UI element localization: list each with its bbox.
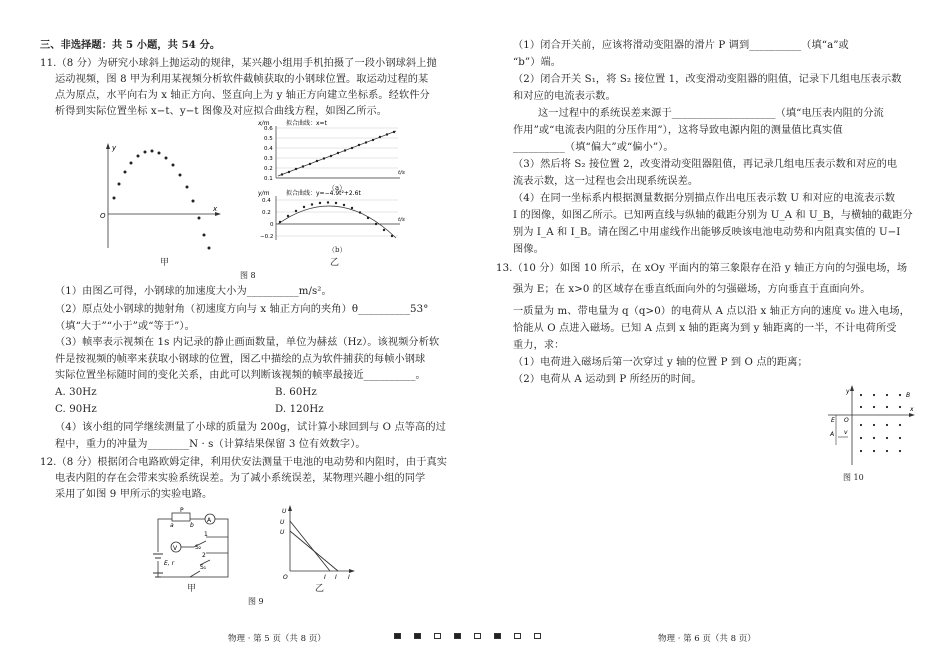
- svg-text:x/m: x/m: [258, 120, 270, 127]
- svg-text:E, r: E, r: [164, 560, 175, 567]
- svg-text:E: E: [831, 417, 835, 424]
- q11-option-b: B. 60Hz: [275, 387, 317, 398]
- q12-cont-line: I 的图像，如图乙所示。已知两直线与纵轴的截距分别为 U_A 和 U_B，与横轴的截距分: [513, 210, 913, 221]
- q11-line: 析得到实际位置坐标 x−t、y−t 图像及对应拟合曲线方程，如图乙所示。: [55, 106, 388, 117]
- svg-text:U: U: [280, 519, 285, 526]
- fig9-circuit: [150, 507, 240, 583]
- page-dot: [474, 633, 481, 639]
- q12-cont-line: 作用”或“电流表内阻的分压作用”），这将导致电源内阻的测量值比真实值: [513, 125, 843, 136]
- page-dot: [494, 633, 501, 639]
- q11-sub2b: （填“大于”“小于”或“等于”）。: [55, 321, 195, 332]
- page-dot: [394, 633, 401, 639]
- page-dot: [434, 633, 441, 639]
- fig8-trajectory: [100, 140, 230, 260]
- q13-line: 一质量为 m、带电量为 q（q>0）的电荷从 A 点以沿 x 轴正方向的速度 v₀ 进入电场，: [513, 306, 910, 317]
- q13-line: 13.（10 分）如图 10 所示，在 xOy 平面内的第三象限存在沿 y 轴正方向的匀强电场，场: [496, 263, 908, 274]
- svg-text:y: y: [112, 144, 117, 152]
- svg-text:V: V: [173, 545, 178, 552]
- fig8-yi-label: 乙: [330, 258, 340, 268]
- svg-text:I: I: [324, 574, 326, 581]
- svg-text:O: O: [844, 417, 849, 424]
- svg-text:y/m: y/m: [258, 190, 270, 197]
- svg-text:0.3: 0.3: [264, 156, 273, 162]
- q12-cont-line: 图像。: [513, 244, 544, 255]
- svg-text:y: y: [846, 388, 850, 395]
- q13-line: 重力，求：: [513, 340, 565, 351]
- left-page-footer: 物理 · 第 5 页（共 8 页）: [228, 634, 326, 644]
- q11-option-a: A. 30Hz: [55, 387, 97, 398]
- svg-text:−0.2: −0.2: [260, 234, 274, 240]
- svg-text:U: U: [282, 508, 287, 515]
- svg-text:U: U: [280, 529, 285, 536]
- q12-line: 12.（8 分）根据闭合电路欧姆定律，利用伏安法测量干电池的电动势和内阻时，由于真实: [40, 457, 448, 468]
- svg-text:0: 0: [270, 222, 274, 228]
- fig9-yi-label: 乙: [315, 584, 325, 594]
- q11-line: 点为原点，水平向右为 x 轴正方向、竖直向上为 y 轴正方向建立坐标系。经软件分: [55, 90, 430, 101]
- svg-text:O: O: [283, 574, 288, 581]
- svg-text:x: x: [213, 205, 218, 213]
- svg-text:0.2: 0.2: [262, 210, 271, 216]
- q11-option-c: C. 90Hz: [55, 404, 97, 415]
- q11-option-d: D. 120Hz: [275, 404, 324, 415]
- svg-text:S₁: S₁: [200, 564, 207, 571]
- svg-text:0.6: 0.6: [264, 126, 273, 132]
- q12-cont-line: 别为 I_A 和 I_B。请在图乙中用虚线作出能够反映该电池电动势和内阻真实值的 U−I: [513, 227, 901, 238]
- right-page-footer: 物理 · 第 6 页（共 8 页）: [658, 634, 756, 644]
- q12-cont-line: （3）然后将 S₂ 接位置 2，改变滑动变阻器阻值，再记录几组电压表示数和对应的电: [513, 159, 898, 170]
- fig10-field-diagram: [826, 385, 916, 467]
- plot-a-label: （a）: [328, 184, 347, 192]
- svg-text:0.5: 0.5: [264, 136, 273, 142]
- svg-text:P: P: [180, 507, 184, 514]
- svg-text:b: b: [190, 522, 194, 529]
- plot-a-title: 拟合曲线：x=t: [286, 120, 327, 127]
- fig8-xt-plot: [258, 118, 418, 184]
- plot-b-label: （b）: [328, 246, 347, 254]
- q12-line: 采用了如图 9 甲所示的实验电路。: [55, 489, 213, 500]
- page-dot: [454, 633, 461, 639]
- q12-cont-line: 流表示数，这一过程也会出现系统误差。: [513, 176, 699, 187]
- q11-line: 11.（8 分）为研究小球斜上抛运动的规律，某兴趣小组用手机拍摄了一段小钢球斜上抛: [40, 58, 437, 69]
- trajectory-dots: [113, 150, 211, 250]
- svg-text:0.1: 0.1: [264, 176, 273, 182]
- svg-text:A: A: [830, 431, 835, 438]
- fig9-jia-label: 甲: [187, 584, 197, 594]
- page-dot: [534, 633, 541, 639]
- fig10-caption: 图 10: [843, 473, 864, 482]
- plot-b-title: 拟合曲线：y=−4.9t²+2.6t: [286, 190, 361, 197]
- svg-text:B: B: [906, 392, 911, 399]
- q13-line: 恰能从 O 点进入磁场。已知 A 点到 x 轴的距离为到 y 轴距离的一半，不计电荷所受: [513, 323, 897, 334]
- q11-sub4a: （4）该小组的同学继续测量了小球的质量为 200g，试计算小球回到与 O 点等高的过: [55, 422, 446, 433]
- svg-text:A: A: [207, 517, 212, 524]
- q11-sub3a: （3）帧率表示视频在 1s 内记录的静止画面数量，单位为赫兹（Hz）。该视频分析软: [55, 337, 440, 348]
- svg-text:O: O: [100, 212, 106, 220]
- q11-line: 运动视频，图 8 甲为利用某视频分析软件截帧获取的小钢球位置。取运动过程的某: [55, 74, 429, 85]
- q12-line: 电表内阻的存在会带来实验系统误差。为了减小系统误差，某物理兴趣小组的同学: [55, 473, 426, 484]
- fig8-yt-plot: [258, 188, 418, 246]
- q12-cont-line: “b”）端。: [513, 57, 562, 68]
- svg-text:I: I: [335, 574, 337, 581]
- svg-text:x: x: [910, 406, 914, 413]
- q11-sub3c: 实际位置坐标随时间的变化关系，由此可以判断该视频的帧率最接近__________。: [55, 370, 426, 381]
- svg-text:0.4: 0.4: [264, 146, 273, 152]
- fig9-caption: 图 9: [248, 597, 264, 606]
- svg-text:a: a: [170, 522, 174, 529]
- svg-text:t/s: t/s: [398, 217, 405, 223]
- page-dot: [414, 633, 421, 639]
- svg-text:S₂: S₂: [195, 544, 202, 551]
- svg-text:2: 2: [202, 552, 206, 559]
- q12-cont-line: 和对应的电流表示数。: [513, 91, 616, 102]
- page-dot: [514, 633, 521, 639]
- q11-sub2a: （2）原点处小钢球的抛射角（初速度方向与 x 轴正方向的夹角）θ__________53°: [55, 304, 429, 315]
- q12-cont-line: __________（填“偏大”或“偏小”）。: [513, 142, 674, 153]
- q12-cont-line: 这一过程中的系统误差来源于____________________（填“电压表内阻的分流: [538, 108, 884, 119]
- q12-cont-line: （1）闭合开关前，应该将滑动变阻器的滑片 P 调到__________（填“a”或: [513, 40, 849, 51]
- fig8-caption: 图 8: [240, 271, 256, 280]
- svg-text:v: v: [844, 429, 848, 436]
- fig8-jia-label: 甲: [160, 258, 170, 268]
- q13-line: （1）电荷进入磁场后第一次穿过 y 轴的位置 P 到 O 点的距离；: [513, 357, 808, 368]
- q13-line: 强为 E；在 x>0 的区域存在垂直纸面向外的匀强磁场，方向垂直于直面向外。: [513, 284, 871, 295]
- q11-sub4b: 程中，重力的冲量为________N · s（计算结果保留 3 位有效数字）。: [55, 439, 366, 450]
- svg-text:I: I: [348, 574, 350, 581]
- q13-line: （2）电荷从 A 运动到 P 所经历的时间。: [513, 374, 702, 385]
- section-title: 三、非选择题：共 5 小题，共 54 分。: [40, 39, 221, 51]
- fig9-ui-graph: [280, 505, 355, 581]
- q12-cont-line: （4）在同一坐标系内根据测量数据分别描点作出电压表示数 U 和对应的电流表示数: [513, 193, 896, 204]
- svg-text:1: 1: [204, 531, 208, 538]
- svg-text:0.2: 0.2: [264, 166, 273, 172]
- q11-sub1: （1）由图乙可得，小钢球的加速度大小为__________m/s²。: [55, 286, 332, 297]
- svg-text:t/s: t/s: [398, 170, 405, 176]
- q11-sub3b: 件是按视频的帧率来获取小钢球的位置，图乙中描绘的点为软件捕获的每帧小钢球: [55, 354, 426, 365]
- svg-text:0.4: 0.4: [262, 198, 271, 204]
- q12-cont-line: （2）闭合开关 S₁，将 S₂ 接位置 1，改变滑动变阻器的阻值，记录下几组电压表示数: [513, 74, 902, 85]
